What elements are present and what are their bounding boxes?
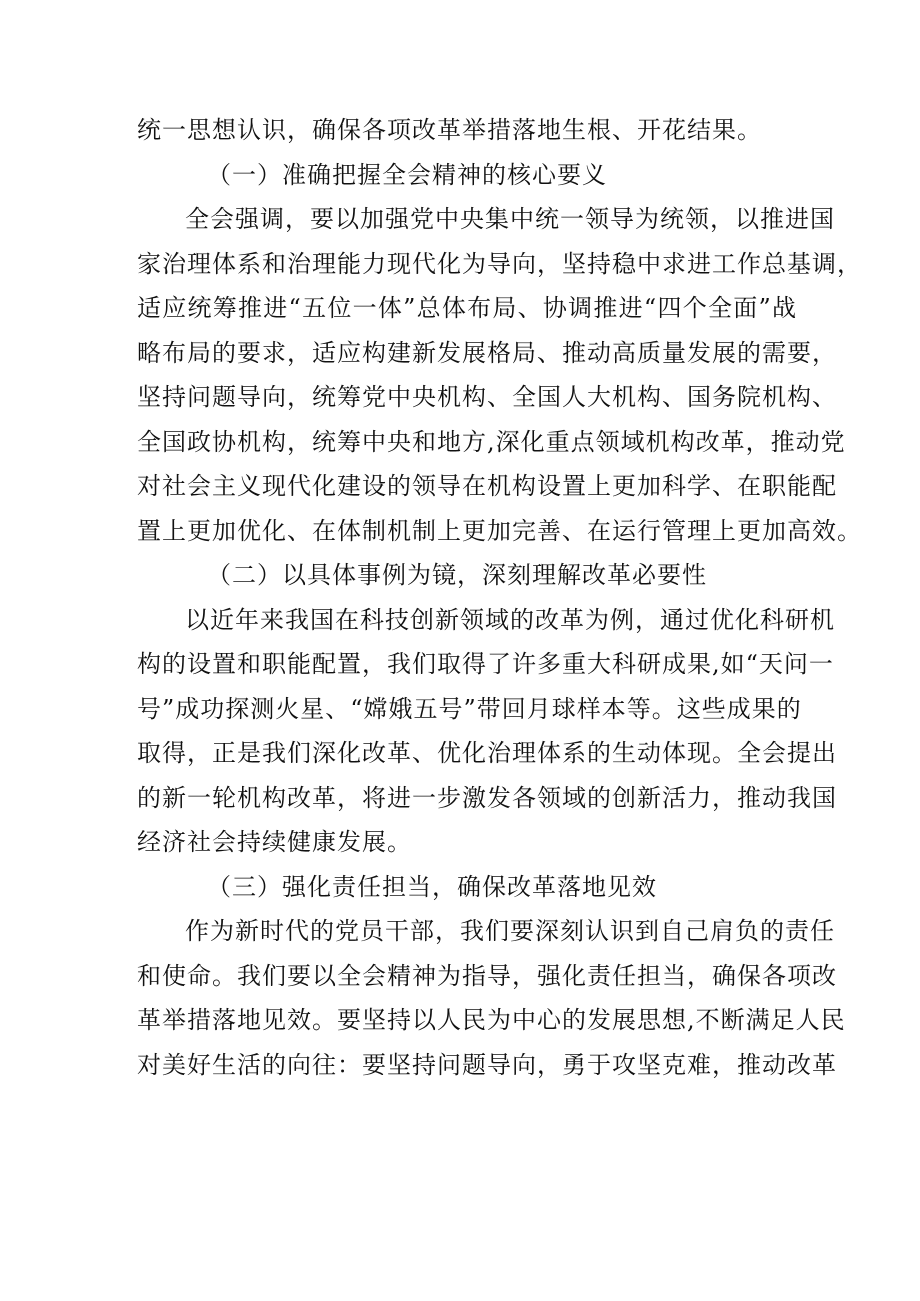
text-line: 的新一轮机构改革，将进一步激发各领域的创新活力，推动我国	[137, 783, 837, 812]
text-line: 对美好生活的向往：要坚持问题导向，勇于攻坚克难，推动改革	[137, 1050, 837, 1079]
text-line: 和使命。我们要以全会精神为指导，强化责任担当，确保各项改	[137, 961, 837, 990]
text-line: 经济社会持续健康发展。	[137, 828, 412, 856]
text-line: 以近年来我国在科技创新领域的改革为例，通过优化科研机	[185, 605, 835, 634]
text-line: 全会强调，要以加强党中央集中统一领导为统领，以推进国	[185, 205, 835, 233]
text-line: 置上更加优化、在体制机制上更加完善、在运行管理上更加高效。	[137, 516, 862, 545]
section-heading: （二）以具体事例为镜，深刻理解改革必要性	[207, 561, 707, 589]
text-line: 统一思想认识，确保各项改革举措落地生根、开花结果。	[137, 116, 762, 144]
text-line: 对社会主义现代化建设的领导在机构设置上更加科学、在职能配	[137, 472, 837, 500]
text-line: 家治理体系和治理能力现代化为导向，坚持稳中求进工作总基调，	[137, 249, 862, 278]
text-line: 作为新时代的党员干部，我们要深刻认识到自己肩负的责任	[185, 917, 835, 945]
section-heading: （一）准确把握全会精神的核心要义	[207, 160, 607, 189]
text-line: 略布局的要求，适应构建新发展格局、推动高质量发展的需要，	[137, 338, 837, 367]
text-line: 坚持问题导向，统筹党中央机构、全国人大机构、国务院机构、	[137, 383, 837, 411]
text-line: 革举措落地见效。要坚持以人民为中心的发展思想,不断满足人民	[137, 1006, 846, 1034]
text-line: 全国政协机构，统筹中央和地方,深化重点领域机构改革，推动党	[137, 427, 846, 456]
text-line: 取得，正是我们深化改革、优化治理体系的生动体现。全会提出	[137, 739, 837, 767]
document-body	[137, 108, 862, 1087]
text-line: 构的设置和职能配置，我们取得了许多重大科研成果,如“天问一	[137, 650, 834, 678]
text-line: 适应统筹推进“五位一体”总体布局、协调推进“四个全面”战	[137, 294, 797, 322]
text-line: 号”成功探测火星、“嫦娥五号”带回月球样本等。这些成果的	[137, 694, 802, 723]
section-heading: （三）强化责任担当，确保改革落地见效	[207, 872, 657, 901]
